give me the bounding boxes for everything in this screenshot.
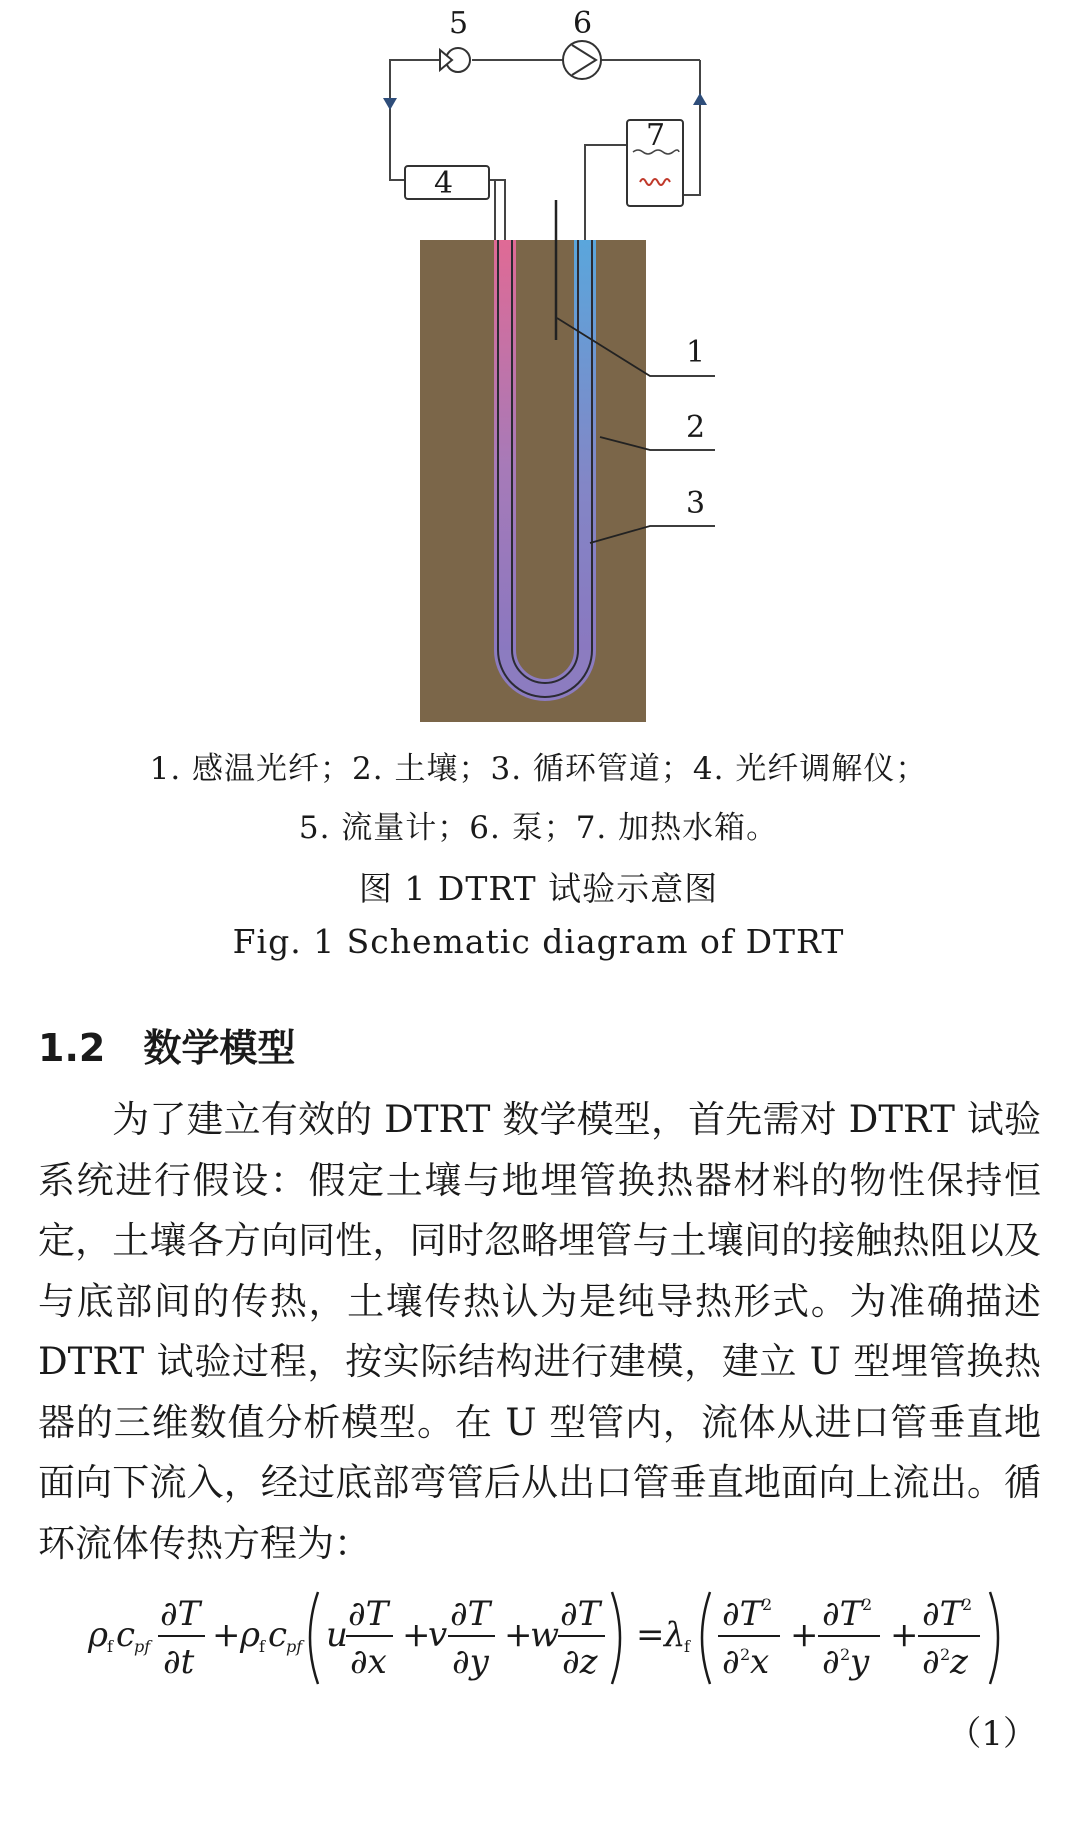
label-2: 2 <box>686 410 706 445</box>
label-1: 1 <box>686 335 706 370</box>
svg-text:ρ: ρ <box>88 1615 108 1655</box>
figure-legend-line-2: 5. 流量计；6. 泵；7. 加热水箱。 <box>298 810 779 846</box>
svg-text:x: x <box>750 1642 770 1682</box>
section-paragraph: 为了建立有效的 DTRT 数学模型，首先需对 DTRT 试验系统进行假设：假定土壤与地埋管换热器材料的物性保持恒定，土壤各方向同性，同时忽略埋管与土壤间的接触热阻以及与底部间的传热，土壤传热认为是纯导热形式。为准确描述 DTRT 试验过程，按实际结构进行建模，建立 U 型埋管换热器的三维数值分析模型。在 U 型管内，流体从进口管垂直地面向下流入，经过底部弯管后从出口管垂直地面向上流出。循环流体传热方程为： <box>38 1098 1041 1565</box>
svg-text:∂T: ∂T <box>450 1594 491 1634</box>
flow-meter-icon <box>440 48 470 72</box>
svg-text:pf: pf <box>286 1637 303 1656</box>
figure-caption-en: Fig. 1 Schematic diagram of DTRT <box>232 922 845 961</box>
svg-text:∂T: ∂T <box>160 1594 201 1634</box>
svg-text:ρ: ρ <box>240 1615 260 1655</box>
label-6: 6 <box>573 6 593 41</box>
svg-text:+: + <box>402 1615 431 1655</box>
svg-text:∂T: ∂T <box>348 1594 389 1634</box>
soil-block <box>420 240 646 722</box>
svg-text:2: 2 <box>740 1645 751 1664</box>
dtrt-schematic-diagram <box>0 0 1077 740</box>
svg-text:f: f <box>684 1637 690 1656</box>
label-7: 7 <box>646 118 666 153</box>
svg-text:∂: ∂ <box>922 1642 940 1682</box>
svg-text:2: 2 <box>862 1595 873 1614</box>
svg-text:∂T: ∂T <box>722 1594 763 1634</box>
section-heading <box>38 1017 295 1072</box>
svg-text:f: f <box>259 1637 265 1656</box>
svg-text:∂x: ∂x <box>350 1642 387 1682</box>
svg-text:v: v <box>428 1615 448 1655</box>
svg-text:∂: ∂ <box>722 1642 740 1682</box>
svg-text:c: c <box>268 1615 288 1655</box>
svg-text:f: f <box>107 1637 113 1656</box>
svg-text:∂T: ∂T <box>560 1594 601 1634</box>
svg-text:pf: pf <box>134 1637 151 1656</box>
svg-text:∂T: ∂T <box>822 1594 863 1634</box>
svg-text:+: + <box>212 1615 241 1655</box>
section-paragraph-container <box>38 1090 1041 1574</box>
svg-text:z: z <box>950 1642 968 1682</box>
label-3: 3 <box>686 486 706 521</box>
section-number: 1.2 <box>38 1026 106 1070</box>
svg-text:+: + <box>890 1615 919 1655</box>
svg-text:+: + <box>790 1615 819 1655</box>
svg-text:∂t: ∂t <box>163 1642 195 1682</box>
svg-text:∂: ∂ <box>822 1642 840 1682</box>
svg-text:λ: λ <box>664 1615 686 1655</box>
svg-text:∂z: ∂z <box>562 1642 598 1682</box>
figure-legend-line-1: 1. 感温光纤；2. 土壤；3. 循环管道；4. 光纤调解仪； <box>149 751 928 787</box>
label-4: 4 <box>434 166 454 201</box>
label-5: 5 <box>449 6 469 41</box>
svg-text:w: w <box>530 1615 560 1655</box>
equation-number: （1） <box>947 1714 1037 1754</box>
svg-text:2: 2 <box>940 1645 951 1664</box>
down-arrow-icon <box>383 98 397 110</box>
svg-text:2: 2 <box>962 1595 973 1614</box>
svg-text:=: = <box>636 1615 665 1655</box>
heat-transfer-equation <box>0 1580 1077 1690</box>
svg-text:2: 2 <box>840 1645 851 1664</box>
svg-text:2: 2 <box>762 1595 773 1614</box>
section-title: 数学模型 <box>143 1026 296 1070</box>
figure-caption-cn: 图 1 DTRT 试验示意图 <box>358 869 719 908</box>
svg-text:∂y: ∂y <box>452 1642 489 1682</box>
up-arrow-icon <box>693 93 707 105</box>
svg-text:∂T: ∂T <box>922 1594 963 1634</box>
svg-text:y: y <box>850 1642 870 1682</box>
svg-text:u: u <box>326 1615 348 1655</box>
svg-text:+: + <box>504 1615 533 1655</box>
svg-text:c: c <box>116 1615 136 1655</box>
pump-icon <box>563 41 601 79</box>
